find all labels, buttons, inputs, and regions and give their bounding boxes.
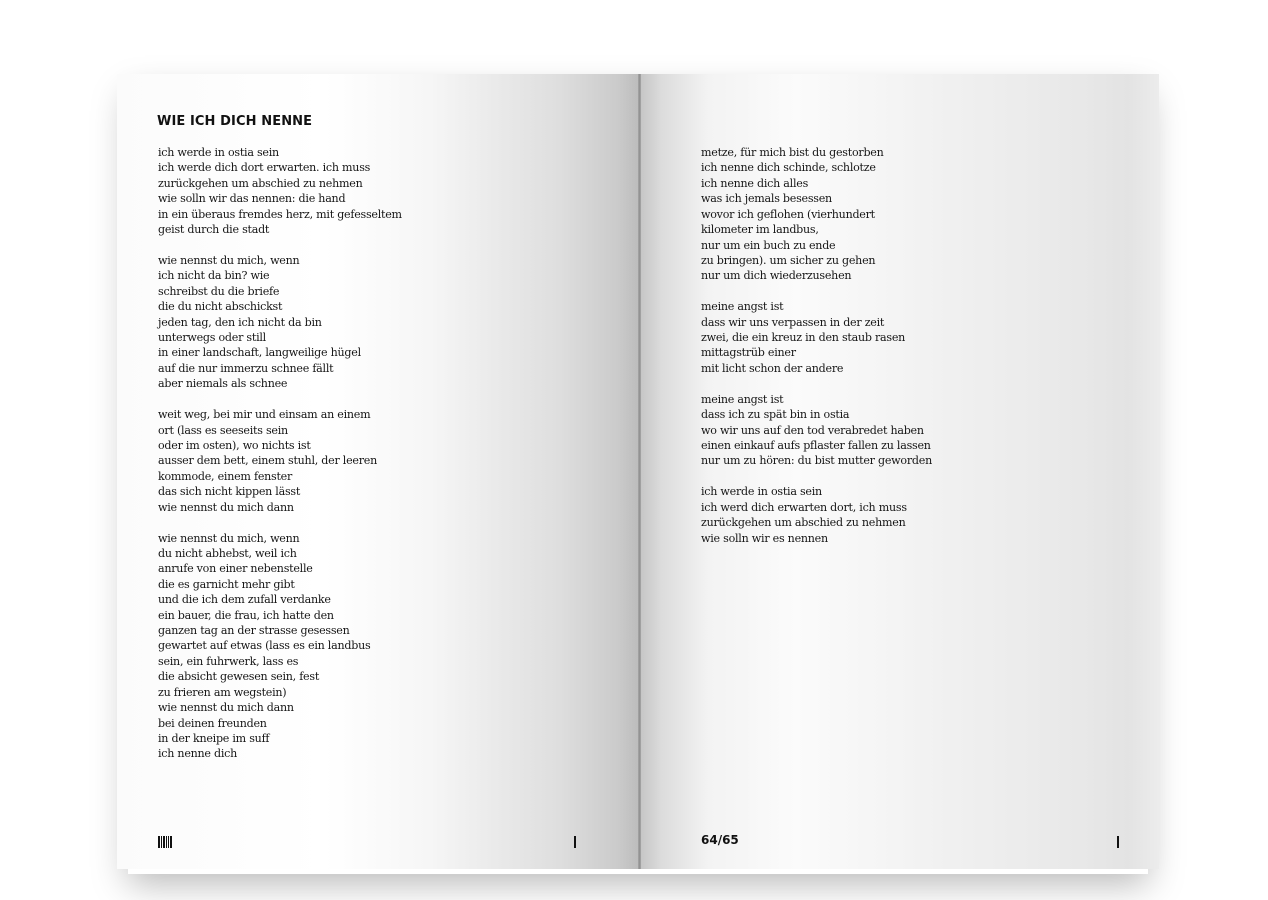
left-page [117,74,638,869]
poem-line: die es garnicht mehr gibt [158,577,295,591]
poem-line: was ich jemals besessen [701,192,832,206]
poem-line: ausser dem bett, einem stuhl, der leeren [158,454,377,468]
stanza [158,253,402,392]
poem-line: wie nennst du mich, wenn [158,531,300,545]
poem-line: mittagstrüb einer [701,346,796,360]
poem-line: ort (lass es seeseits sein [158,423,288,437]
poem-line: jeden tag, den ich nicht da bin [158,315,322,329]
poem-text-left [158,145,402,777]
poem-line: sein, ein fuhrwerk, lass es [158,654,299,668]
poem-line: wie nennst du mich dann [158,500,294,514]
poem-line: die absicht gewesen sein, fest [158,670,320,684]
poem-line: dass ich zu spät bin in ostia [701,408,850,422]
poem-line: ich nenne dich schinde, schlotze [701,161,876,175]
poem-line: ich werd dich erwarten dort, ich muss [701,500,907,514]
poem-line: ich nenne dich alles [701,176,809,190]
poem-line: nur um zu hören: du bist mutter geworden [701,454,932,468]
poem-line: nur um dich wiederzusehen [701,269,852,283]
poem-line: ich nenne dich [158,747,238,761]
poem-line: dass wir uns verpassen in der zeit [701,315,885,329]
poem-line: die du nicht abschickst [158,300,283,314]
poem-line: ich werde dich dort erwarten. ich muss [158,161,371,175]
stanza [701,299,932,376]
poem-line: ganzen tag an der strasse gesessen [158,624,350,638]
page-edge-mark-left [574,836,576,848]
poem-line: meine angst ist [701,392,784,406]
poem-line: schreibst du die briefe [158,284,280,298]
poem-line: in ein überaus fremdes herz, mit gefesseltem [158,207,402,221]
poem-text-right [701,145,932,561]
poem-line: ich werde in ostia sein [158,146,279,159]
poem-line: nur um ein buch zu ende [701,238,836,252]
poem-title: WIE ICH DICH NENNE [157,114,313,129]
stanza [701,484,932,546]
poem-line: geist durch die stadt [158,223,270,237]
poem-line: ich nicht da bin? wie [158,269,270,283]
poem-line: wie solln wir es nennen [701,531,828,545]
poem-line: zu bringen). um sicher zu gehen [701,253,876,267]
poem-line: zurückgehen um abschied zu nehmen [158,176,363,190]
poem-line: in der kneipe im suff [158,731,270,745]
poem-line: unterwegs oder still [158,331,266,345]
poem-line: metze, für mich bist du gestorben [701,146,884,159]
poem-line: ein bauer, die frau, ich hatte den [158,608,334,622]
poem-line: kommode, einem fenster [158,469,293,483]
page-edge-mark-right [1117,836,1119,848]
poem-line: auf die nur immerzu schnee fällt [158,361,334,375]
poem-line: zwei, die ein kreuz in den staub rasen [701,331,906,345]
stanza [701,145,932,284]
stanza [158,145,402,238]
page-number: 64/65 [701,833,739,847]
poem-line: das sich nicht kippen lässt [158,485,301,499]
poem-line: zurückgehen um abschied zu nehmen [701,516,906,530]
poem-line: weit weg, bei mir und einsam an einem [158,408,371,422]
poem-line: wie nennst du mich dann [158,701,294,715]
stanza [158,531,402,762]
poem-line: zu frieren am wegstein) [158,685,287,699]
poem-line: wie solln wir das nennen: die hand [158,192,346,206]
poem-line: mit licht schon der andere [701,361,844,375]
poem-line: gewartet auf etwas (lass es ein landbus [158,639,371,653]
poem-line: in einer landschaft, langweilige hügel [158,346,361,360]
poem-line: und die ich dem zufall verdanke [158,593,331,607]
poem-line: wovor ich geflohen (vierhundert [701,207,875,221]
poem-line: oder im osten), wo nichts ist [158,438,311,452]
poem-line: wo wir uns auf den tod verabredet haben [701,423,924,437]
right-page [641,74,1159,869]
poem-line: anrufe von einer nebenstelle [158,562,313,576]
poem-line: bei deinen freunden [158,716,267,730]
poem-line: du nicht abhebst, weil ich [158,546,297,560]
poem-line: ich werde in ostia sein [701,485,822,499]
stanza [158,407,402,515]
poem-line: aber niemals als schnee [158,377,288,391]
poem-line: meine angst ist [701,300,784,314]
poem-line: wie nennst du mich, wenn [158,253,300,267]
poem-line: kilometer im landbus, [701,223,819,237]
poem-line: einen einkauf aufs pflaster fallen zu lassen [701,438,931,452]
stanza [701,392,932,469]
barcode-icon [158,836,172,848]
